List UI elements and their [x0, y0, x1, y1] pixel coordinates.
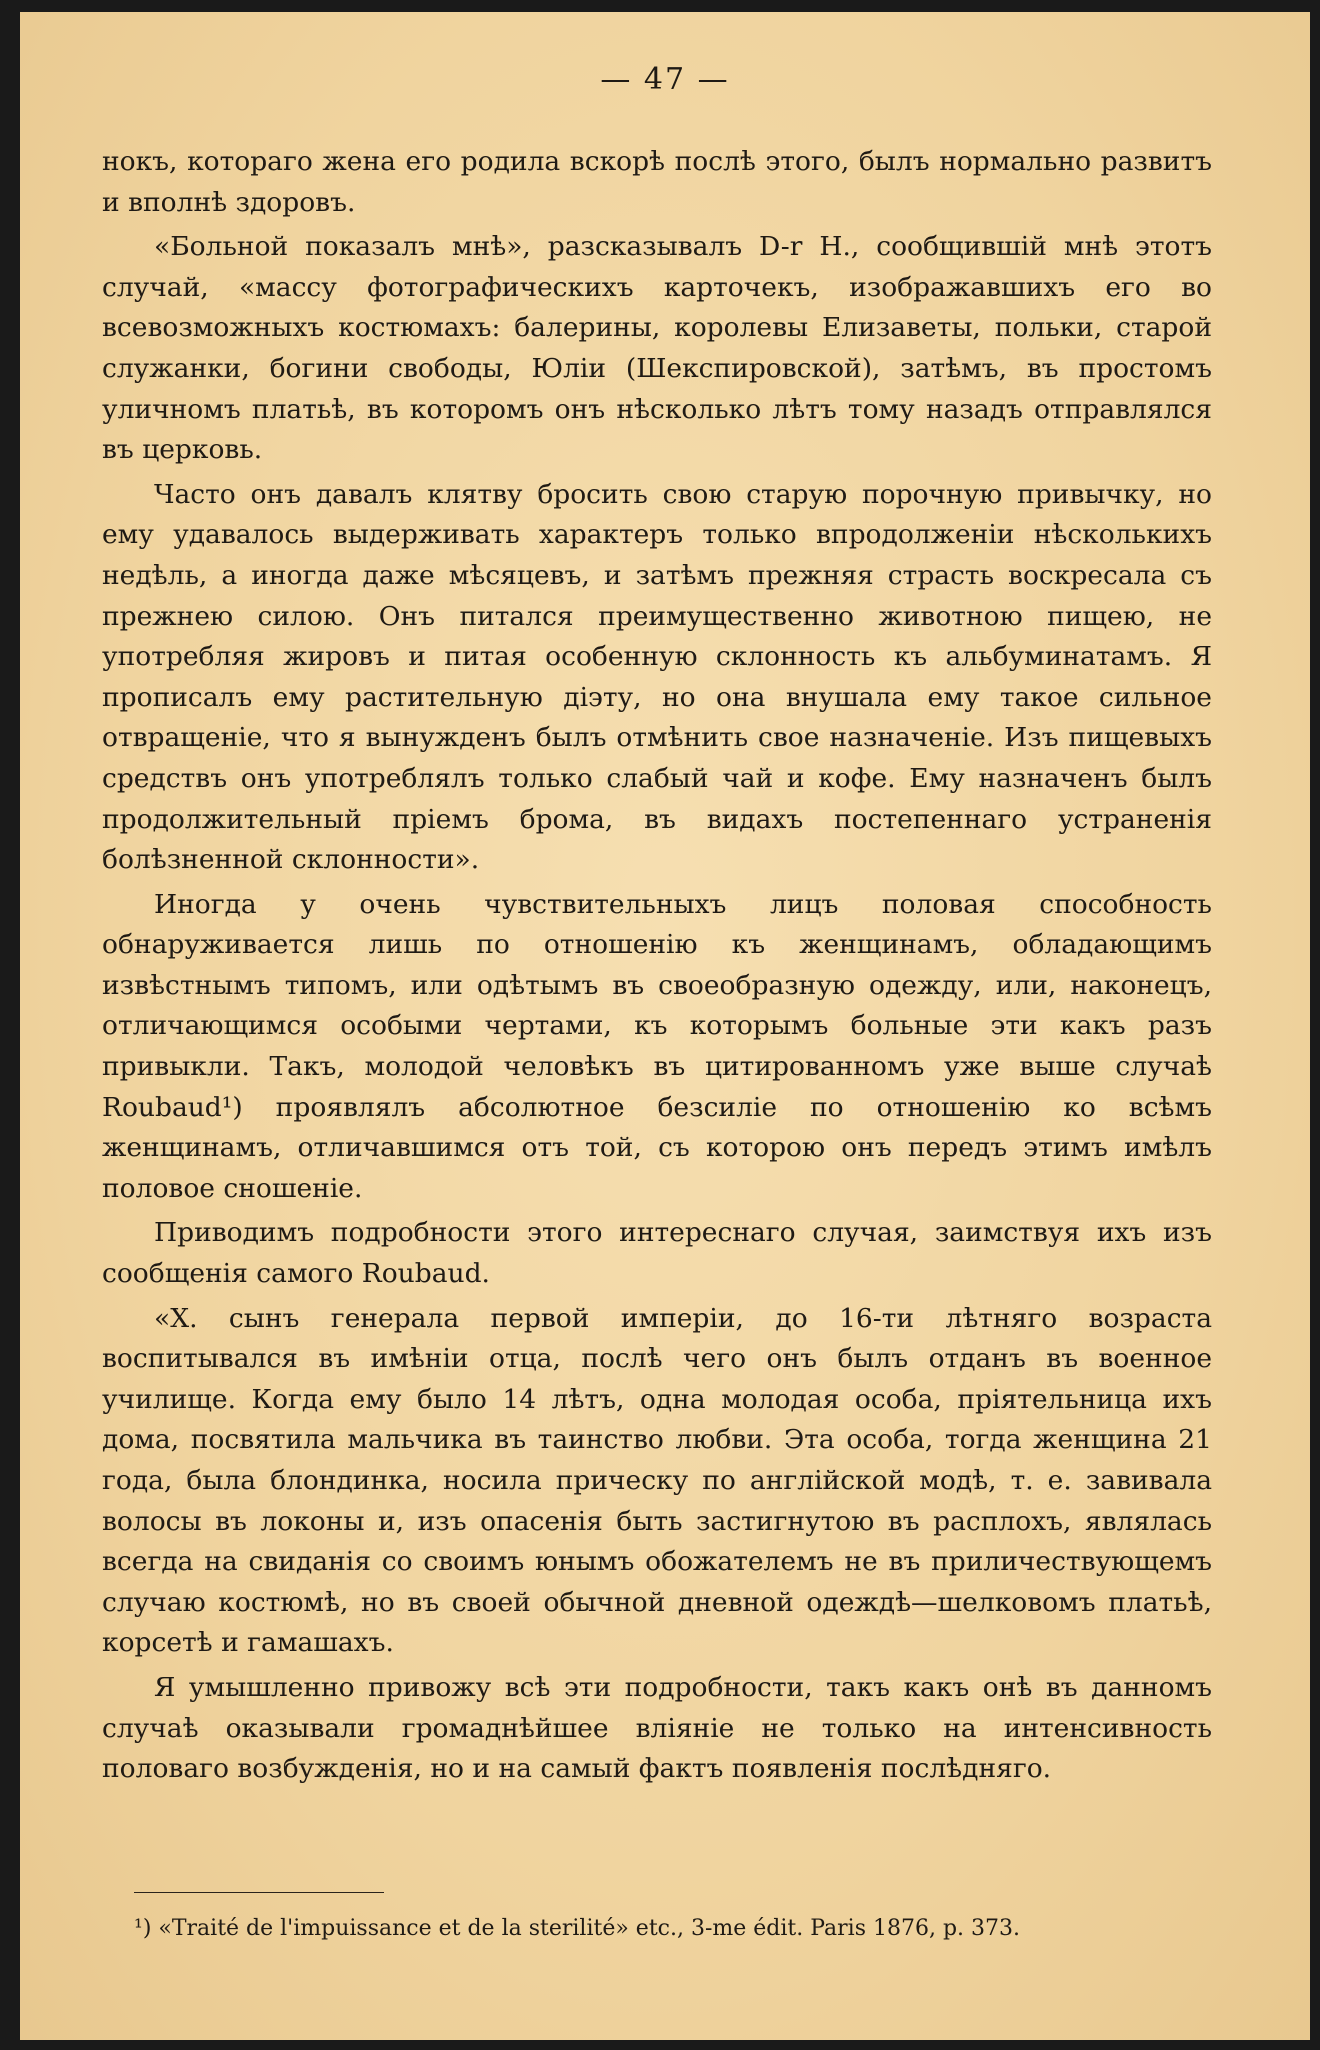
paragraph-5: Приводимъ подробности этого интереснаго случая, заимствуя ихъ изъ сообщенія самого Roubaud. [102, 1217, 1212, 1290]
body-text [102, 142, 1212, 1794]
paragraph-1: нокъ, котораго жена его родила вскорѣ послѣ этого, былъ нормально развитъ и вполнѣ здоровъ. [102, 146, 1212, 218]
paragraph-7: Я умышленно привожу всѣ эти подробности, такъ какъ онѣ въ данномъ случаѣ оказывали громаднѣйшее вліяніе не только на интенсивность половаго возбужденія, но и на самый фактъ появленія послѣдняго. [102, 1671, 1212, 1785]
page-number: — 47 — [600, 62, 730, 97]
paragraph-2: «Больной показалъ мнѣ», разсказывалъ D-r Н., сообщившій мнѣ этотъ случай, «массу фотографическихъ карточекъ, изображавшихъ его во всевозможныхъ костюмахъ: балерины, королевы Елизаветы, польки, старой служанки, богини свободы, Юліи (Шекспировской), затѣмъ, въ простомъ уличномъ платьѣ, въ которомъ онъ нѣсколько лѣтъ тому назадъ отправлялся въ церковь. [102, 231, 1212, 466]
footnote: ¹) «Traité de l'impuissance et de la sterilité» etc., 3-me édit. Paris 1876, p. 373. [134, 1916, 1021, 1941]
book-page [20, 12, 1310, 2040]
paragraph-6: «X. сынъ генерала первой имперіи, до 16-ти лѣтняго возраста воспитывался въ имѣніи отца, послѣ чего онъ былъ отданъ въ военное училище. Когда ему было 14 лѣтъ, одна молодая особа, пріятельница ихъ дома, посвятила мальчика въ таинство любви. Эта особа, тогда женщина 21 года, была блондинка, носила прическу по англійской модѣ, т. е. завивала волосы въ локоны и, изъ опасенія быть застигнутою въ расплохъ, являлась всегда на свиданія со своимъ юнымъ обожателемъ не въ приличествующемъ случаю костюмѣ, но въ своей обычной дневной одеждѣ—шелковомъ платьѣ, корсетѣ и гамашахъ. [102, 1302, 1212, 1659]
footnote-divider [134, 1892, 384, 1893]
paragraph-3: Часто онъ давалъ клятву бросить свою старую порочную привычку, но ему удавалось выдерживать характеръ только впродолженіи нѣсколькихъ недѣль, а иногда даже мѣсяцевъ, и затѣмъ прежняя страсть воскресала съ прежнею силою. Онъ питался преимущественно животною пищею, не употребляя жировъ и питая особенную склонность къ альбуминатамъ. Я прописалъ ему растительную діэту, но она внушала ему такое сильное отвращеніе, что я вынужденъ былъ отмѣнить свое назначеніе. Изъ пищевыхъ средствъ онъ употреблялъ только слабый чай и кофе. Ему назначенъ былъ продолжительный пріемъ брома, въ видахъ постепеннаго устраненія болѣзненной склонности». [102, 478, 1212, 876]
paragraph-4: Иногда у очень чувствительныхъ лицъ половая способность обнаруживается лишь по отношенію къ женщинамъ, обладающимъ извѣстнымъ типомъ, или одѣтымъ въ своеобразную одежду, или, наконецъ, отличающимся особыми чертами, къ которымъ больные эти какъ разъ привыкли. Такъ, молодой человѣкъ въ цитированномъ уже выше случаѣ Roubaud¹) проявлялъ абсолютное безсиліе по отношенію ко всѣмъ женщинамъ, отличавшимся отъ той, съ которою онъ передъ этимъ имѣлъ половое сношеніе. [102, 888, 1212, 1204]
